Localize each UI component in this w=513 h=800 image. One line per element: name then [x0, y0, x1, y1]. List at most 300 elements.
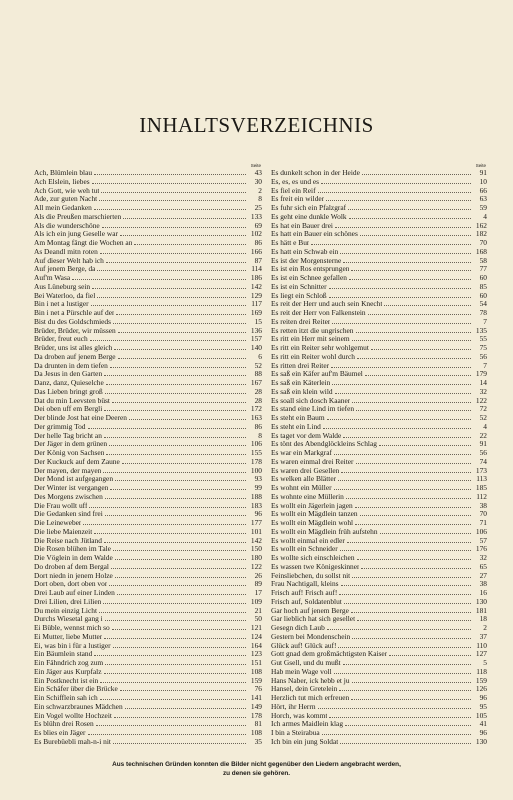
dot-leader: [99, 607, 246, 613]
page-number: 17: [254, 589, 262, 597]
dot-leader: [105, 388, 246, 394]
page-number: 122: [475, 396, 487, 405]
index-entry: [34, 519, 262, 528]
dot-leader: [352, 335, 471, 341]
page-number: 99: [254, 484, 262, 492]
song-title: Es wollt ein Schneider: [271, 545, 338, 554]
index-entry: [271, 510, 487, 519]
index-entry: [34, 423, 262, 432]
dot-leader: [389, 650, 471, 656]
dot-leader: [334, 449, 471, 455]
index-entry: [34, 650, 262, 659]
page-number: 96: [479, 694, 487, 702]
page-number: 96: [254, 510, 262, 519]
index-entry: [34, 178, 262, 187]
dot-leader: [111, 563, 246, 569]
dot-leader: [106, 257, 246, 263]
index-entry: [34, 353, 262, 362]
index-entry: [34, 265, 262, 274]
index-entry: [271, 414, 487, 423]
index-entry: [271, 650, 487, 659]
page-number: 118: [476, 667, 487, 676]
song-title: Am Montag fängt die Wochen an: [34, 239, 133, 247]
song-title: Bist du des Goldschmieds: [34, 317, 111, 326]
page-number: 25: [254, 204, 262, 212]
song-title: Bin i net a Pürschle auf der: [34, 309, 115, 317]
song-title: Dat du min Leevsten büst: [34, 396, 110, 405]
index-entry: [271, 484, 487, 493]
song-title: Es ritt ein Reiter wohl durch: [271, 352, 355, 361]
index-entry: [271, 694, 487, 703]
page-number: 70: [479, 510, 487, 519]
dot-leader: [340, 545, 471, 551]
song-title: Es liegt ein Schloß: [271, 291, 327, 300]
page-number: 76: [254, 685, 262, 694]
index-entry: [34, 230, 262, 239]
index-entry: [34, 187, 262, 196]
page-number: 106: [475, 527, 487, 536]
page-number: 168: [475, 247, 487, 256]
page-number: 2: [483, 624, 487, 632]
song-title: Es, es, es und es: [271, 177, 320, 186]
page-number: 72: [479, 405, 487, 414]
index-entry: [34, 169, 262, 178]
index-entry: [34, 624, 262, 633]
index-column-right: [271, 163, 487, 747]
page-number: 136: [250, 326, 262, 335]
page-number: 108: [250, 729, 262, 737]
dot-leader: [109, 440, 246, 446]
song-title: Es stand eine Lind im tiefen: [271, 405, 355, 414]
index-entry: [271, 493, 487, 502]
song-title: Es ritt ein Herr mit seinem: [271, 335, 350, 344]
page-number: 4: [483, 212, 487, 221]
page-number: 86: [254, 239, 262, 247]
page-number: 127: [475, 650, 487, 659]
dot-leader: [352, 677, 471, 683]
index-entry: [34, 694, 262, 703]
dot-leader: [351, 694, 471, 700]
song-title: Ei, was bin i für a lustiger: [34, 641, 111, 650]
index-entry: [34, 335, 262, 344]
dot-leader: [96, 720, 246, 726]
page-number: 149: [250, 702, 262, 711]
dot-leader: [338, 642, 471, 648]
dot-leader: [115, 554, 246, 560]
dot-leader: [356, 405, 471, 411]
page-number: 56: [479, 352, 487, 361]
footnote-line-1: Aus technischen Gründen konnten die Bilder nicht gegenüber den Liedern angebracht werden,: [112, 761, 401, 768]
song-title: Es waren einmal drei Reiter: [271, 457, 354, 466]
page-number: 150: [250, 545, 262, 554]
dot-leader: [332, 318, 471, 324]
song-title: Durchs Wiesetal gang i: [34, 615, 103, 624]
page-number: 130: [475, 737, 487, 746]
dot-leader: [104, 633, 246, 639]
index-entry: [271, 379, 487, 388]
page-number: 15: [254, 317, 262, 326]
song-title: Es reiten drei Reiter: [271, 317, 331, 326]
index-entry: [271, 274, 487, 283]
song-title: Es ist ein Ros entsprungen: [271, 265, 350, 274]
dot-leader: [329, 283, 471, 289]
page-number: 117: [251, 300, 262, 309]
index-entry: [271, 659, 487, 668]
page-number: 55: [479, 335, 487, 344]
song-title: Es reit der Herr und auch sein Knecht: [271, 300, 383, 309]
page-number: 8: [258, 431, 262, 440]
song-title: Glück auf! Glück auf!: [271, 641, 337, 650]
song-title: As Deandl mitn roten: [34, 247, 98, 256]
page-number: 78: [479, 309, 487, 317]
dot-leader: [360, 230, 471, 236]
index-entry: [34, 397, 262, 406]
dot-leader: [334, 484, 471, 490]
page-number: 180: [250, 554, 262, 562]
index-entry: [34, 580, 262, 589]
index-entry: [34, 659, 262, 668]
song-title: Hab mein Wage voll: [271, 667, 332, 676]
page-number: 43: [254, 169, 262, 177]
page-number: 2: [258, 186, 262, 195]
page-number: 173: [475, 466, 487, 475]
song-title: Gestern bei Mondenschein: [271, 632, 351, 641]
dot-leader: [113, 318, 246, 324]
song-title: Die Rosen blühen im Tale: [34, 545, 111, 554]
dot-leader: [117, 589, 246, 595]
dot-leader: [114, 712, 246, 718]
index-entry: [271, 388, 487, 397]
page-number: 30: [254, 177, 262, 186]
page-number: 101: [250, 527, 262, 536]
song-title: Ach Elslein, liebes: [34, 177, 90, 186]
dot-leader: [114, 344, 246, 350]
dot-leader: [360, 510, 471, 516]
song-title: Frisch auf, Soldatenblut: [271, 597, 342, 606]
index-entry: [34, 239, 262, 248]
dot-leader: [90, 335, 246, 341]
dot-leader: [368, 309, 471, 315]
index-entry: [34, 300, 262, 309]
song-title: Frisch auf! Frisch auf!: [271, 589, 338, 597]
dot-leader: [357, 353, 471, 359]
dot-leader: [331, 362, 471, 368]
page-number: 121: [250, 624, 262, 632]
dot-leader: [318, 187, 471, 193]
index-entry: [34, 537, 262, 546]
index-entry: [34, 414, 262, 423]
index-entry: [271, 257, 487, 266]
index-entry: [271, 545, 487, 554]
song-title: Gott gnad dem großmächtigsten Kaiser: [271, 650, 388, 659]
page-number: 163: [250, 414, 262, 422]
song-title: Der grimmig Tod: [34, 422, 86, 431]
dot-leader: [92, 283, 246, 289]
song-title: Gar hoch auf jenem Berge: [271, 606, 349, 615]
page-number: 140: [250, 344, 262, 352]
song-title: Es taget vor dem Walde: [271, 431, 342, 440]
page-number: 126: [475, 685, 487, 694]
page-number: 26: [254, 571, 262, 580]
dot-leader: [321, 178, 471, 184]
index-entry: [34, 685, 262, 694]
page-number: 164: [250, 641, 262, 650]
index-entry: [271, 362, 487, 371]
index-entry: [34, 274, 262, 283]
song-title: Ei Büble, wennst mich so: [34, 624, 110, 632]
index-entry: [271, 449, 487, 458]
dot-leader: [99, 195, 246, 201]
index-entry: [34, 589, 262, 598]
song-title: Da drunten in dem tiefen: [34, 361, 108, 370]
page-number: 22: [479, 431, 487, 440]
dot-leader: [113, 545, 246, 551]
song-title: Dort oben, dort oben vor: [34, 580, 108, 589]
song-title: Es fiel ein Reif: [271, 186, 316, 195]
index-entry: [271, 292, 487, 301]
index-entry: [34, 327, 262, 336]
dot-leader: [329, 292, 471, 298]
dot-leader: [346, 493, 471, 499]
song-title: Frau Nachtigall, kleins: [271, 580, 339, 589]
index-entry: [271, 615, 487, 624]
page-number: 185: [475, 484, 487, 492]
index-list-left: [34, 169, 262, 747]
dot-leader: [100, 694, 246, 700]
song-title: Es wollt einmal ein edler: [271, 536, 345, 545]
page-number: 32: [479, 554, 487, 562]
page-number: 86: [254, 422, 262, 431]
index-entry: [34, 195, 262, 204]
song-title: Ein Schifflein sah ich: [34, 694, 98, 702]
index-entry: [271, 178, 487, 187]
page-number: 8: [258, 195, 262, 204]
index-entry: [271, 335, 487, 344]
page-number: 142: [250, 536, 262, 545]
song-title: Da Jesus in den Garten: [34, 370, 103, 379]
index-entry: [271, 327, 487, 336]
page-number: 142: [250, 282, 262, 291]
dot-leader: [94, 169, 246, 175]
dot-leader: [349, 213, 471, 219]
page-number: 35: [254, 737, 262, 746]
page-number: 102: [250, 230, 262, 239]
dot-leader: [351, 607, 471, 613]
song-title: Es hätt e Bur: [271, 239, 310, 247]
index-entry: [34, 677, 262, 686]
page-number: 135: [475, 326, 487, 335]
dot-leader: [110, 362, 246, 368]
dot-leader: [100, 677, 246, 683]
dot-leader: [88, 729, 246, 735]
page-number: 95: [479, 702, 487, 711]
song-title: Es steht ein Lind: [271, 422, 321, 431]
song-title: Der mayen, der mayen: [34, 466, 102, 475]
song-title: Es wohnte eine Müllerin: [271, 492, 344, 501]
index-entry: [34, 572, 262, 581]
index-entry: [34, 712, 262, 721]
song-title: Hans Naber, ick hebb et ju: [271, 676, 350, 685]
song-title: Drei Laub auf einer Linden: [34, 589, 115, 597]
index-entry: [34, 379, 262, 388]
song-title: Es hatt ein Bauer ein schönes: [271, 230, 358, 239]
dot-leader: [365, 370, 471, 376]
dot-leader: [340, 248, 471, 254]
page-number: 38: [479, 501, 487, 510]
page-number: 60: [479, 291, 487, 300]
page-number: 57: [479, 536, 487, 545]
page-number: 176: [475, 545, 487, 554]
song-title: Aus Lüneburg sein: [34, 282, 91, 291]
dot-leader: [105, 493, 246, 499]
song-title: Es blühn drei Rosen: [34, 720, 94, 729]
index-entry: [34, 362, 262, 371]
index-entry: [34, 729, 262, 738]
dot-leader: [335, 222, 471, 228]
page-number: 65: [479, 562, 487, 571]
page-number: 162: [475, 221, 487, 230]
dot-leader: [118, 327, 246, 333]
page-number: 71: [479, 519, 487, 527]
page-number: 167: [250, 379, 262, 387]
dot-leader: [338, 475, 471, 481]
page-number: 155: [250, 449, 262, 457]
page-number: 112: [476, 492, 487, 501]
page-number: 113: [476, 475, 487, 484]
index-entry: [34, 502, 262, 511]
page-number: 66: [479, 186, 487, 195]
dot-leader: [113, 642, 246, 648]
index-entry: [271, 458, 487, 467]
song-title: Es ist ein Schnee gefallen: [271, 274, 347, 282]
dot-leader: [104, 432, 246, 438]
page-number: 52: [479, 414, 487, 422]
song-title: Die Vöglein in dem Walde: [34, 554, 113, 562]
dot-leader: [94, 528, 246, 534]
page-number: 52: [254, 361, 262, 370]
page-number: 14: [479, 379, 487, 387]
dot-leader: [362, 169, 471, 175]
index-entry: [271, 344, 487, 353]
index-entry: [34, 633, 262, 642]
index-entry: [271, 432, 487, 441]
dot-leader: [105, 615, 246, 621]
song-title: Do droben af dem Bergal: [34, 562, 109, 571]
page-number: 5: [483, 659, 487, 667]
song-title: Der Jäger in dem grünen: [34, 440, 108, 449]
dot-leader: [334, 668, 471, 674]
dot-leader: [341, 467, 471, 473]
dot-leader: [115, 572, 246, 578]
index-entry: [271, 668, 487, 677]
song-title: Es geht eine dunkle Wolk: [271, 212, 347, 221]
dot-leader: [120, 230, 246, 236]
page-number: 124: [250, 632, 262, 641]
index-entry: [271, 318, 487, 327]
page-number: 37: [479, 632, 487, 641]
dot-leader: [361, 563, 471, 569]
page-number: 75: [479, 344, 487, 352]
dot-leader: [384, 300, 471, 306]
dot-leader: [97, 292, 246, 298]
song-title: Herzlich tut mich erfreuen: [271, 694, 350, 702]
dot-leader: [347, 537, 471, 543]
index-entry: [271, 563, 487, 572]
dot-leader: [345, 720, 471, 726]
song-title: Brüder, freut euch: [34, 335, 88, 344]
page-number: 123: [250, 650, 262, 659]
page-number: 91: [479, 169, 487, 177]
page-number: 157: [250, 335, 262, 344]
index-entry: [271, 572, 487, 581]
dot-leader: [311, 239, 471, 245]
song-title: Es blies ein Jäger: [34, 729, 86, 737]
song-title: Es retten itzt die ungrischen: [271, 326, 354, 335]
song-title: Des Morgens zwischen: [34, 492, 103, 501]
index-entry: [271, 685, 487, 694]
page-number: 18: [479, 615, 487, 624]
page-title: INHALTSVERZEICHNIS: [139, 113, 374, 137]
song-title: Es wassen twe Königeskinner: [271, 562, 360, 571]
page-number: 183: [250, 501, 262, 510]
page-number: 93: [254, 475, 262, 484]
index-entry: [271, 642, 487, 651]
index-entry: [34, 440, 262, 449]
song-title: Der blinde Jost hat eine Deeren: [34, 414, 127, 422]
song-title: Ei Mutter, liebe Mutter: [34, 632, 103, 641]
dot-leader: [83, 519, 246, 525]
page-number: 186: [250, 274, 262, 282]
dot-leader: [101, 187, 246, 193]
page-number: 41: [479, 720, 487, 729]
dot-leader: [103, 467, 246, 473]
index-entry: [271, 598, 487, 607]
page-number: 69: [254, 221, 262, 230]
song-title: Es reit der Herr von Falkenstein: [271, 309, 366, 317]
page-number: 133: [250, 212, 262, 221]
song-title: Es ritten drei Reiter: [271, 361, 330, 370]
index-entry: [34, 475, 262, 484]
index-entry: [271, 265, 487, 274]
index-entry: [34, 703, 262, 712]
page-number: 130: [475, 597, 487, 606]
song-title: Dei oben uff em Bergli: [34, 405, 103, 414]
page-number: 177: [250, 519, 262, 527]
song-title: Es tönt des Abendglöckleins Schlag: [271, 440, 377, 449]
index-entry: [271, 537, 487, 546]
dot-leader: [106, 379, 246, 385]
page-number: 63: [479, 195, 487, 204]
index-entry: [271, 405, 487, 414]
index-entry: [271, 248, 487, 257]
index-entry: [271, 703, 487, 712]
dot-leader: [352, 572, 471, 578]
index-entry: [271, 624, 487, 633]
index-entry: [271, 607, 487, 616]
song-title: Auf jenem Berge, da: [34, 265, 96, 274]
index-entry: [34, 204, 262, 213]
page-number: 159: [475, 676, 487, 685]
dot-leader: [105, 659, 246, 665]
index-entry: [34, 607, 262, 616]
song-title: Es war ein Markgraf: [271, 449, 332, 457]
index-entry: [34, 292, 262, 301]
page-number: 6: [258, 352, 262, 361]
page-number: 89: [254, 580, 262, 589]
index-entry: [271, 729, 487, 738]
index-entry: [34, 510, 262, 519]
dot-leader: [356, 458, 472, 464]
